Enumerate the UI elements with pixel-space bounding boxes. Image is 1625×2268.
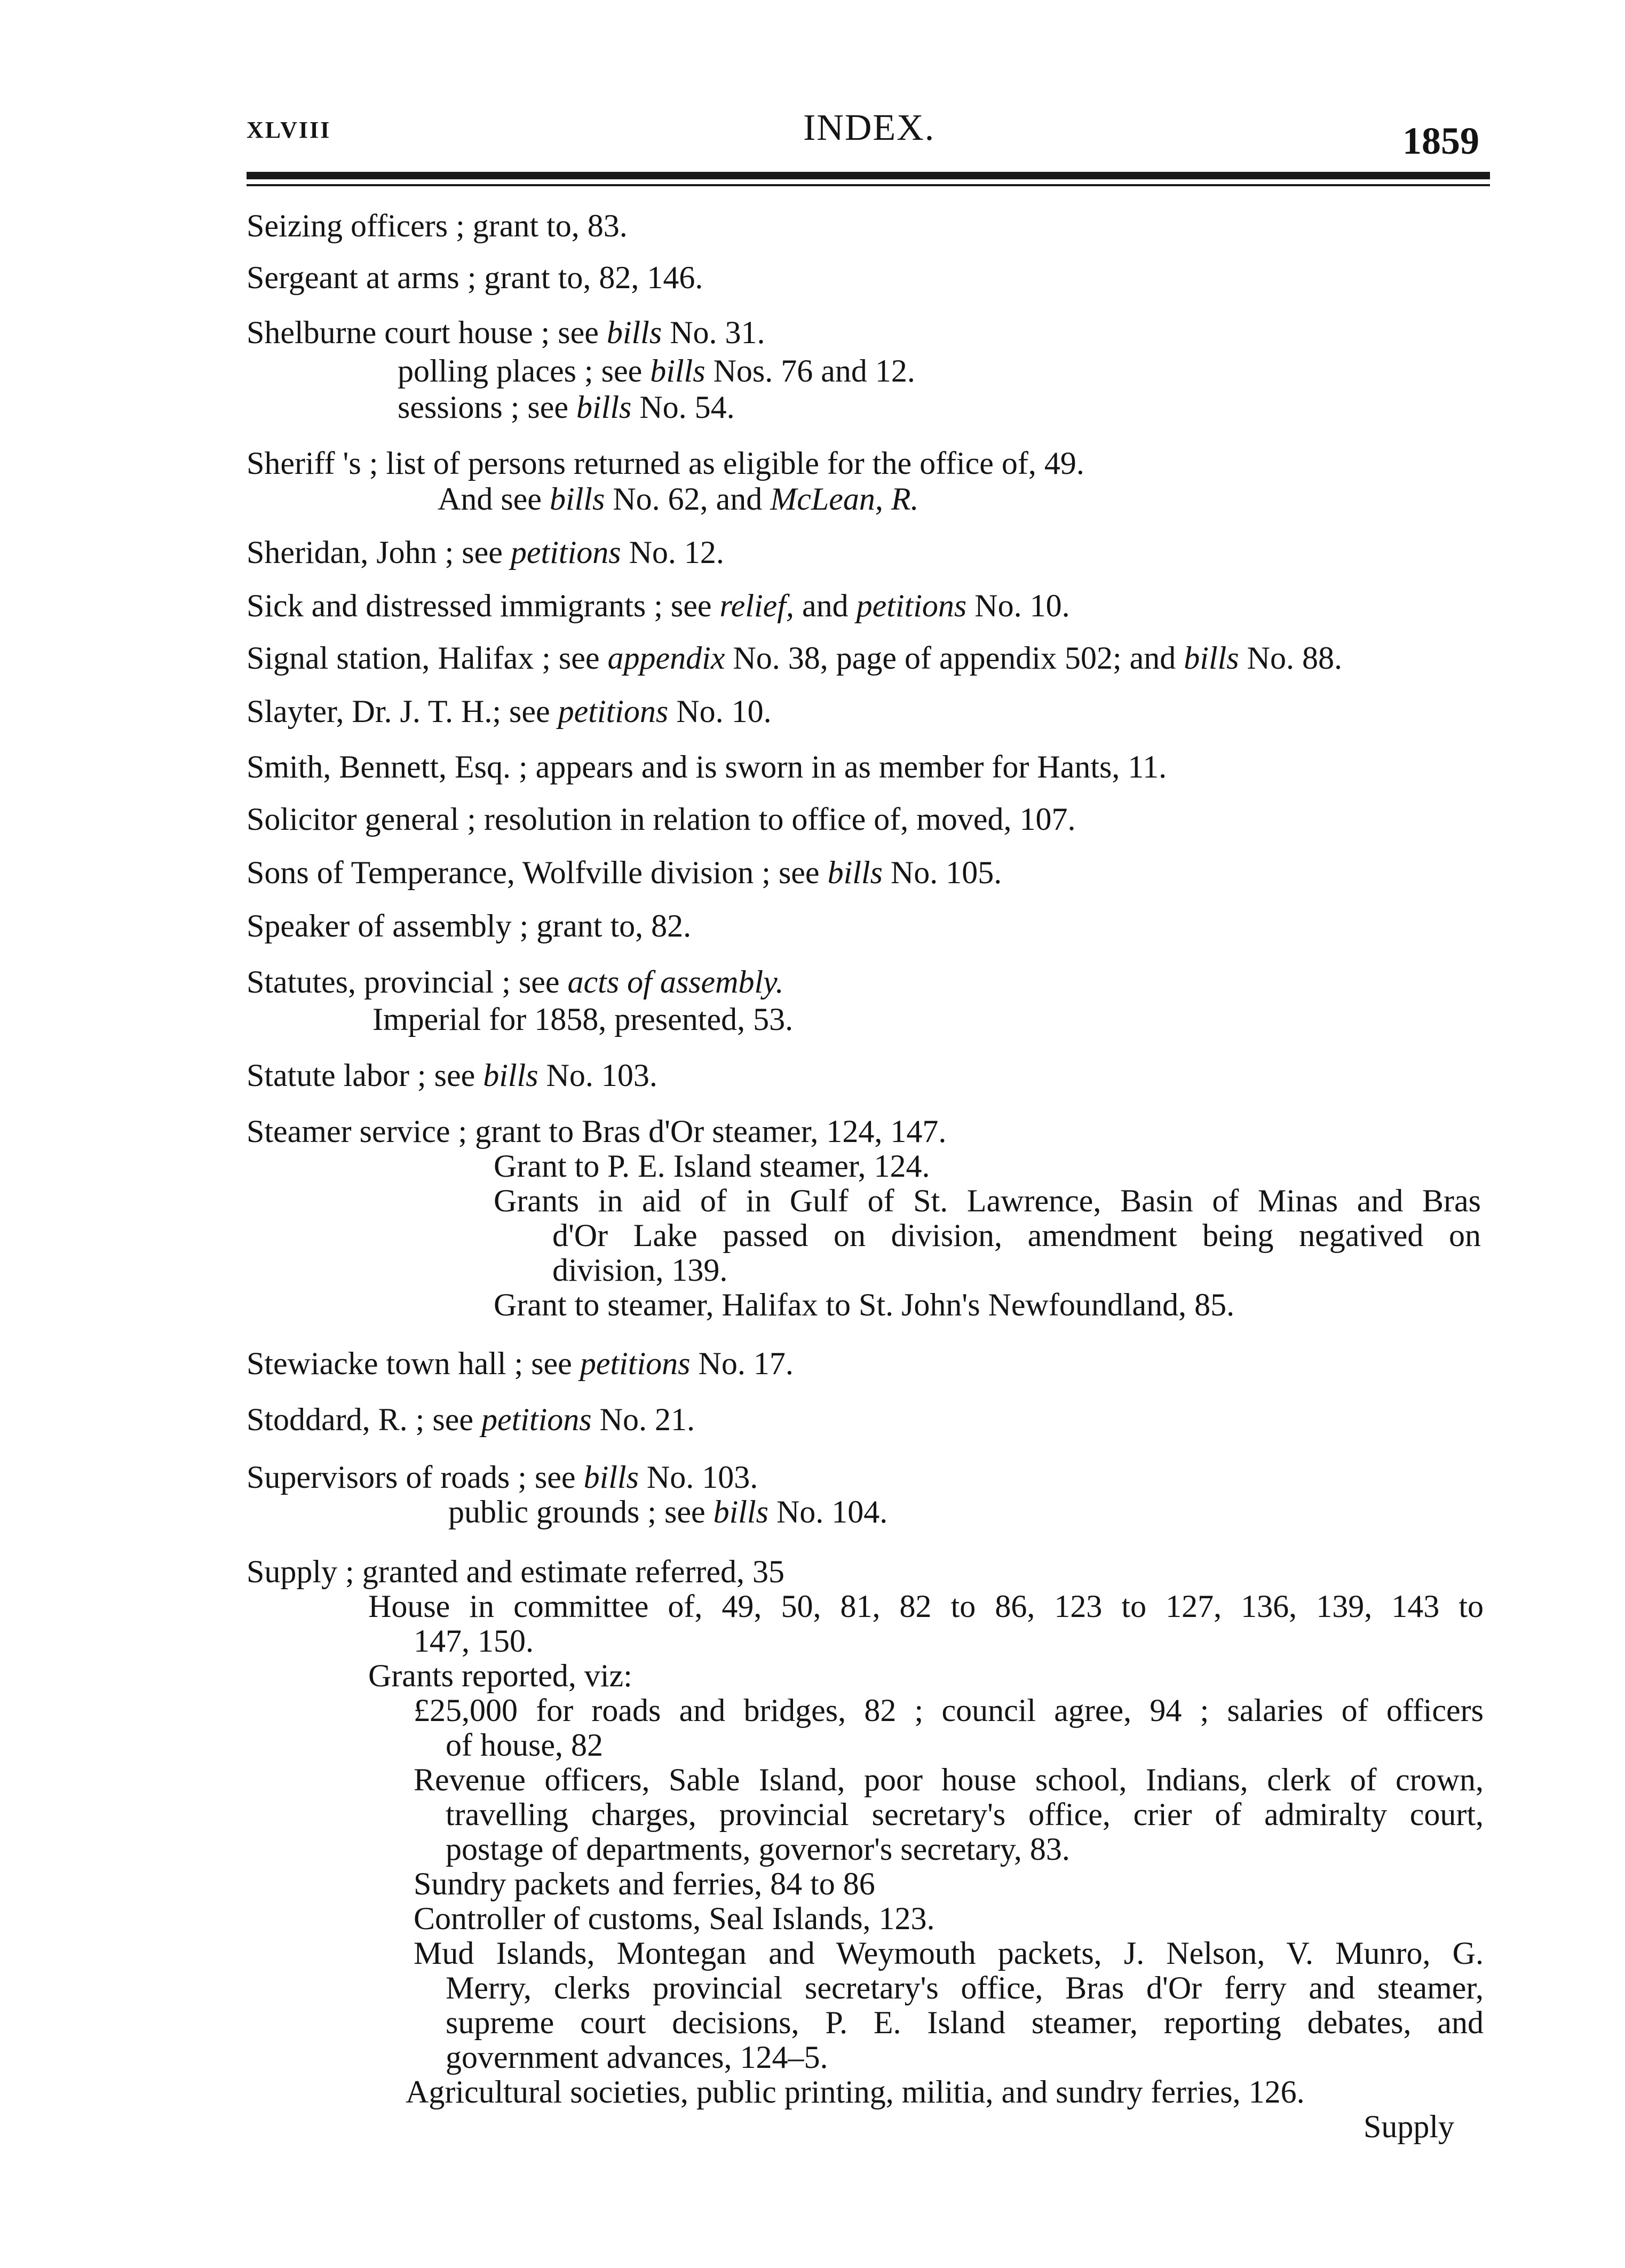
cross-reference: bills bbox=[606, 315, 662, 350]
index-line bbox=[552, 1254, 727, 1286]
index-text: Sergeant at arms ; grant to, 82, 146. bbox=[247, 260, 703, 295]
index-line bbox=[247, 316, 765, 348]
index-text: No. 21. bbox=[591, 1402, 695, 1437]
index-text: and bbox=[794, 588, 857, 623]
index-text: Solicitor general ; resolution in relation to office of, moved, 107. bbox=[247, 802, 1076, 837]
index-text: Controller of customs, Seal Islands, 123. bbox=[414, 1901, 935, 1936]
index-text: d'Or Lake passed on division, amendment being negatived on bbox=[552, 1218, 1481, 1253]
page-title: INDEX. bbox=[803, 107, 936, 148]
index-text: 147, 150. bbox=[414, 1623, 534, 1659]
index-text: Smith, Bennett, Esq. ; appears and is sworn in as member for Hants, 11. bbox=[247, 749, 1167, 784]
index-text: government advances, 124–5. bbox=[446, 2040, 828, 2075]
index-text: House in committee of, 49, 50, 81, 82 to 86, 123 to 127, 136, 139, 143 to bbox=[368, 1589, 1484, 1624]
index-line bbox=[446, 2007, 1484, 2039]
cross-reference: bills bbox=[827, 855, 883, 890]
index-text: division, 139. bbox=[552, 1252, 728, 1288]
cross-reference: bills bbox=[650, 353, 706, 388]
index-text: No. 10. bbox=[966, 588, 1070, 623]
index-line bbox=[247, 642, 1342, 674]
cross-reference: petitions bbox=[510, 535, 621, 570]
cross-reference: bills bbox=[576, 390, 632, 425]
index-text: Merry, clerks provincial secretary's office, Bras d'Or ferry and steamer, bbox=[446, 1970, 1484, 2005]
index-line bbox=[414, 1902, 935, 1934]
index-text: Nos. 76 and 12. bbox=[705, 353, 915, 388]
index-line bbox=[368, 1590, 1484, 1622]
index-line bbox=[247, 1461, 758, 1493]
cross-reference: McLean, R. bbox=[770, 481, 919, 517]
index-line bbox=[247, 1403, 695, 1436]
index-text: Agricultural societies, public printing, militia, and sundry ferries, 126. bbox=[406, 2074, 1305, 2110]
index-text: No. 31. bbox=[662, 315, 765, 350]
index-line bbox=[1364, 2111, 1454, 2143]
cross-reference: petitions bbox=[558, 694, 669, 729]
index-line bbox=[494, 1150, 930, 1182]
index-text: public grounds ; see bbox=[448, 1494, 714, 1529]
index-text: Grants in aid of in Gulf of St. Lawrence, Basin of Minas and Bras bbox=[494, 1183, 1481, 1218]
index-text: Mud Islands, Montegan and Weymouth packets, J. Nelson, V. Munro, G. bbox=[414, 1936, 1484, 1971]
cross-reference: bills bbox=[549, 481, 605, 517]
index-text: Sick and distressed immigrants ; see bbox=[247, 588, 720, 623]
cross-reference: petitions bbox=[481, 1402, 592, 1437]
index-text: No. 104. bbox=[768, 1494, 888, 1529]
index-text: No. 12. bbox=[621, 535, 724, 570]
cross-reference: bills bbox=[713, 1494, 768, 1529]
index-text: Revenue officers, Sable Island, poor house school, Indians, clerk of crown, bbox=[414, 1762, 1484, 1797]
index-text: No. 38, page of appendix 502; and bbox=[725, 640, 1184, 676]
index-line bbox=[414, 1764, 1484, 1796]
page-year: 1859 bbox=[1402, 120, 1479, 162]
index-line bbox=[414, 1868, 875, 1900]
index-line bbox=[446, 1729, 603, 1761]
index-text: Steamer service ; grant to Bras d'Or steamer, 124, 147. bbox=[247, 1114, 947, 1149]
index-line bbox=[247, 857, 1002, 889]
index-line bbox=[414, 1625, 534, 1657]
index-text: sessions ; see bbox=[398, 390, 576, 425]
cross-reference: petitions bbox=[580, 1346, 691, 1381]
index-line bbox=[247, 695, 772, 727]
index-line bbox=[448, 1496, 887, 1528]
index-text: And see bbox=[438, 481, 550, 517]
index-text: postage of departments, governor's secretary, 83. bbox=[446, 1831, 1070, 1867]
index-text: Signal station, Halifax ; see bbox=[247, 640, 608, 676]
index-line bbox=[247, 1556, 784, 1588]
index-text: Sheridan, John ; see bbox=[247, 535, 511, 570]
index-line bbox=[247, 1115, 946, 1147]
index-text: No. 103. bbox=[638, 1460, 758, 1495]
index-line bbox=[398, 391, 735, 423]
index-text: No. 88. bbox=[1239, 640, 1342, 676]
index-line bbox=[446, 2041, 828, 2073]
index-line bbox=[247, 966, 784, 998]
index-line bbox=[372, 1003, 793, 1035]
index-text: Grant to P. E. Island steamer, 124. bbox=[494, 1148, 930, 1184]
index-text: Slayter, Dr. J. T. H.; see bbox=[247, 694, 558, 729]
index-text: Stewiacke town hall ; see bbox=[247, 1346, 580, 1381]
index-line bbox=[247, 447, 1084, 479]
header-rule-thin bbox=[247, 184, 1490, 186]
index-text: Supply bbox=[1364, 2109, 1455, 2144]
index-text: of house, 82 bbox=[446, 1727, 603, 1763]
cross-reference: relief, bbox=[719, 588, 794, 623]
cross-reference: bills bbox=[583, 1460, 639, 1495]
index-line bbox=[247, 261, 703, 294]
index-text: Speaker of assembly ; grant to, 82. bbox=[247, 908, 692, 943]
index-text: Shelburne court house ; see bbox=[247, 315, 607, 350]
index-text: Stoddard, R. ; see bbox=[247, 1402, 481, 1437]
cross-reference: bills bbox=[483, 1058, 538, 1093]
cross-reference: petitions bbox=[856, 588, 967, 623]
index-line bbox=[247, 910, 691, 942]
index-text: Grant to steamer, Halifax to St. John's Newfoundland, 85. bbox=[494, 1287, 1235, 1322]
index-text: supreme court decisions, P. E. Island steamer, reporting debates, and bbox=[446, 2005, 1484, 2040]
cross-reference: appendix bbox=[607, 640, 725, 676]
index-line bbox=[247, 536, 724, 568]
index-text: No. 103. bbox=[538, 1058, 657, 1093]
index-line bbox=[247, 751, 1167, 783]
cross-reference: bills bbox=[1184, 640, 1239, 676]
index-line bbox=[414, 1694, 1484, 1726]
index-text: polling places ; see bbox=[398, 353, 651, 388]
index-line bbox=[247, 210, 628, 242]
index-text: Sundry packets and ferries, 84 to 86 bbox=[414, 1866, 875, 1901]
index-text: Statutes, provincial ; see bbox=[247, 964, 568, 1000]
index-line bbox=[438, 483, 919, 515]
index-text: Sons of Temperance, Wolfville division ; see bbox=[247, 855, 828, 890]
index-line bbox=[398, 355, 915, 387]
index-line bbox=[414, 1937, 1484, 1969]
index-line bbox=[494, 1185, 1481, 1217]
index-line bbox=[247, 803, 1076, 835]
index-text: travelling charges, provincial secretary's office, crier of admiralty court, bbox=[446, 1797, 1484, 1832]
index-line bbox=[406, 2076, 1305, 2108]
page-number-roman: XLVIII bbox=[247, 117, 331, 143]
index-text: Statute labor ; see bbox=[247, 1058, 483, 1093]
index-text: No. 54. bbox=[631, 390, 735, 425]
index-text: Grants reported, viz: bbox=[368, 1658, 632, 1693]
index-line bbox=[446, 1798, 1484, 1830]
index-line bbox=[247, 1059, 657, 1091]
cross-reference: acts of assembly. bbox=[567, 964, 784, 1000]
index-text: £25,000 for roads and bridges, 82 ; council agree, 94 ; salaries of officers bbox=[414, 1693, 1484, 1728]
index-line bbox=[368, 1660, 632, 1692]
index-text: Sheriff 's ; list of persons returned as eligible for the office of, 49. bbox=[247, 446, 1084, 481]
header-rule-thick bbox=[247, 172, 1490, 179]
index-text: Supply ; granted and estimate referred, 35 bbox=[247, 1554, 784, 1589]
index-text: Seizing officers ; grant to, 83. bbox=[247, 208, 628, 243]
index-line bbox=[552, 1219, 1481, 1251]
index-text: No. 10. bbox=[668, 694, 772, 729]
index-text: Imperial for 1858, presented, 53. bbox=[372, 1002, 794, 1037]
index-text: Supervisors of roads ; see bbox=[247, 1460, 584, 1495]
index-line bbox=[446, 1833, 1070, 1865]
index-line bbox=[247, 1347, 794, 1379]
index-text: No. 17. bbox=[690, 1346, 794, 1381]
index-line bbox=[247, 590, 1070, 622]
index-line bbox=[494, 1289, 1234, 1321]
index-text: No. 105. bbox=[882, 855, 1002, 890]
index-text: No. 62, and bbox=[605, 481, 771, 517]
index-line bbox=[446, 1972, 1484, 2004]
